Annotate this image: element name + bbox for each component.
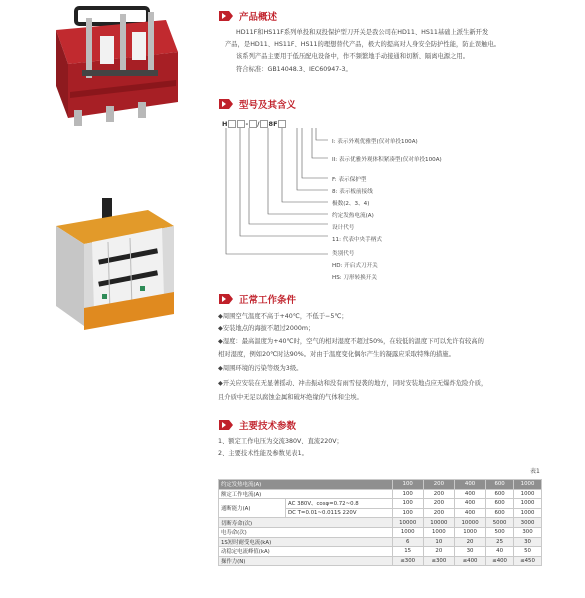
table-row-label: 操作力(N)	[219, 556, 393, 566]
red-arrow-marker-icon	[219, 419, 233, 431]
table-cell: 500	[486, 527, 514, 537]
section-title-conditions	[219, 292, 296, 306]
table-row	[219, 537, 542, 547]
table-row	[219, 556, 542, 566]
table-header-cell: 100	[392, 480, 423, 490]
red-arrow-marker-icon	[219, 98, 233, 110]
table-row-sublabel: AC 380V、cosφ=0.72~0.8	[286, 499, 393, 509]
table-cell: 600	[486, 489, 514, 499]
table-row-label: 额定工作电流(A)	[219, 489, 393, 499]
table-cell: 30	[454, 547, 485, 557]
table-header-row	[219, 480, 542, 490]
section-title-text: 正常工作条件	[239, 295, 297, 306]
condition-line-5: ◆周围环境的污染等级为3级。	[218, 365, 303, 372]
model-desc-2: II: 表示优雅外观体积紧凑型(仅对单投100A)	[332, 157, 442, 163]
overview-line-4: 符合标准：GB14048.3、IEC60947-3。	[236, 66, 352, 73]
condition-line-2: ◆安装地点的海拔不超过2000m；	[218, 325, 315, 332]
table-row-label: 切断寿命(次)	[219, 518, 393, 528]
table-cell: 10	[423, 537, 454, 547]
table-cell: ≤400	[454, 556, 485, 566]
spec-table	[218, 479, 542, 566]
table-header-cell: 400	[454, 480, 485, 490]
table-cell: 10000	[392, 518, 423, 528]
table-cell: 200	[423, 508, 454, 518]
table-header-cell: 600	[486, 480, 514, 490]
table-cell: 50	[514, 547, 542, 557]
table-cell: 100	[392, 499, 423, 509]
section-title-model	[219, 97, 296, 111]
table-cell: 300	[514, 527, 542, 537]
table-cell: 1000	[514, 499, 542, 509]
model-desc-9: 类别代号	[332, 251, 355, 257]
table-cell: 100	[392, 508, 423, 518]
table-cell: 40	[486, 547, 514, 557]
condition-line-4: 相对湿度，例如20℃时达90%。对由于温度变化偶尔产生的凝露应采取特殊的措施。	[218, 351, 455, 358]
table-cell: 10000	[454, 518, 485, 528]
product-image-white-switch	[48, 196, 178, 336]
table-cell: 200	[423, 489, 454, 499]
table-header-cell: 1000	[514, 480, 542, 490]
table-row	[219, 527, 542, 537]
table-cell: 1000	[392, 527, 423, 537]
table-row-sublabel: DC T=0.01~0.011S 220V	[286, 508, 393, 518]
table-header-label: 约定发热电流(A)	[219, 480, 393, 490]
table-cell: 600	[486, 508, 514, 518]
red-arrow-marker-icon	[219, 10, 233, 22]
table-cell: 20	[454, 537, 485, 547]
table-cell: 1000	[423, 527, 454, 537]
model-desc-7: 设计代号	[332, 225, 355, 231]
tech-line-1: 1、额定工作电压为交流380V、直流220V；	[218, 438, 343, 445]
model-desc-11: HS: 刀形转换开关	[332, 275, 377, 281]
table-row	[219, 489, 542, 499]
model-desc-1: I: 表示外观优雅型(仅对单投100A)	[332, 139, 418, 145]
model-desc-8: 11: 代表中央手柄式	[332, 237, 382, 243]
table-cell: ≤300	[392, 556, 423, 566]
section-title-overview	[219, 9, 277, 23]
code-h: H	[222, 120, 228, 128]
table-cell: 600	[486, 499, 514, 509]
table-header-cell: 200	[423, 480, 454, 490]
product-image-red-switch	[38, 6, 188, 136]
table-cell: 400	[454, 489, 485, 499]
section-title-text: 产品概述	[239, 12, 278, 23]
table-cell: ≤450	[514, 556, 542, 566]
section-title-text: 主要技术参数	[239, 421, 297, 432]
table-cell: 200	[423, 499, 454, 509]
overview-line-2: 产品，是HD11、HS11F、HS11的理想替代产品，极大的提高对人身安全防护性能，防止误触电。	[225, 41, 501, 48]
model-code-brackets	[222, 126, 342, 286]
table-cell: 25	[486, 537, 514, 547]
table-row-label: 电寿命(次)	[219, 527, 393, 537]
table-cell: 5000	[486, 518, 514, 528]
table-cell: 15	[392, 547, 423, 557]
table-cell: 3000	[514, 518, 542, 528]
model-desc-6: 约定发热电流(A)	[332, 213, 374, 219]
table-cell: 1000	[514, 489, 542, 499]
table-cell: 1000	[514, 508, 542, 518]
overview-line-1: HD11F和HS11F系列单投和双投保护型刀开关是我公司在HD11、HS11基础上派生新开发	[236, 29, 489, 36]
table-cell: 20	[423, 547, 454, 557]
section-title-tech	[219, 418, 296, 432]
table-row-label: 1S短时耐受电流(kA)	[219, 537, 393, 547]
table-row	[219, 547, 542, 557]
table-row-label: 动稳定电流峰值(kA)	[219, 547, 393, 557]
condition-line-7: 且介质中无足以腐蚀金属和破坏绝缘的气体和尘埃。	[218, 394, 363, 401]
table-row-label: 通断能力(A)	[219, 499, 286, 518]
table-cell: 400	[454, 508, 485, 518]
model-desc-3: F: 表示保护型	[332, 177, 367, 183]
model-desc-5: 极数(2、3、4)	[332, 201, 370, 207]
model-desc-4: 8: 表示板前接线	[332, 189, 373, 195]
tech-line-2: 2、主要技术性能及参数见表1。	[218, 450, 308, 457]
condition-line-6: ◆开关应安装在无显著摇动、冲击振动和没有雨雪侵袭的地方，同时安装地点应无爆炸危险介质，	[218, 380, 488, 387]
table-cell: ≤300	[423, 556, 454, 566]
table-cell: 400	[454, 499, 485, 509]
overview-line-3: 该系列产品主要用于低压配电设备中，作不频繁地手动接通和切断、隔离电源之用。	[236, 53, 469, 60]
table-cell: 10000	[423, 518, 454, 528]
table-row	[219, 518, 542, 528]
code-sep1: -	[245, 120, 249, 128]
condition-line-3: ◆湿度：最高温度为+40℃时，空气的相对湿度不超过50%，在较低的温度下可以允许有较高的	[218, 338, 484, 345]
table-cell: ≤400	[486, 556, 514, 566]
table-caption: 表1	[530, 468, 540, 475]
condition-line-1: ◆周围空气温度不高于+40℃，不低于−5℃；	[218, 313, 348, 320]
table-cell: 6	[392, 537, 423, 547]
table-cell: 1000	[454, 527, 485, 537]
table-cell: 30	[514, 537, 542, 547]
code-sep2: /	[257, 120, 260, 128]
section-title-text: 型号及其含义	[239, 100, 297, 111]
code-f: F	[273, 120, 278, 128]
table-row	[219, 499, 542, 509]
red-arrow-marker-icon	[219, 293, 233, 305]
code-eight: 8	[268, 120, 274, 128]
model-desc-10: HD: 开启式刀开关	[332, 263, 378, 269]
table-cell: 100	[392, 489, 423, 499]
